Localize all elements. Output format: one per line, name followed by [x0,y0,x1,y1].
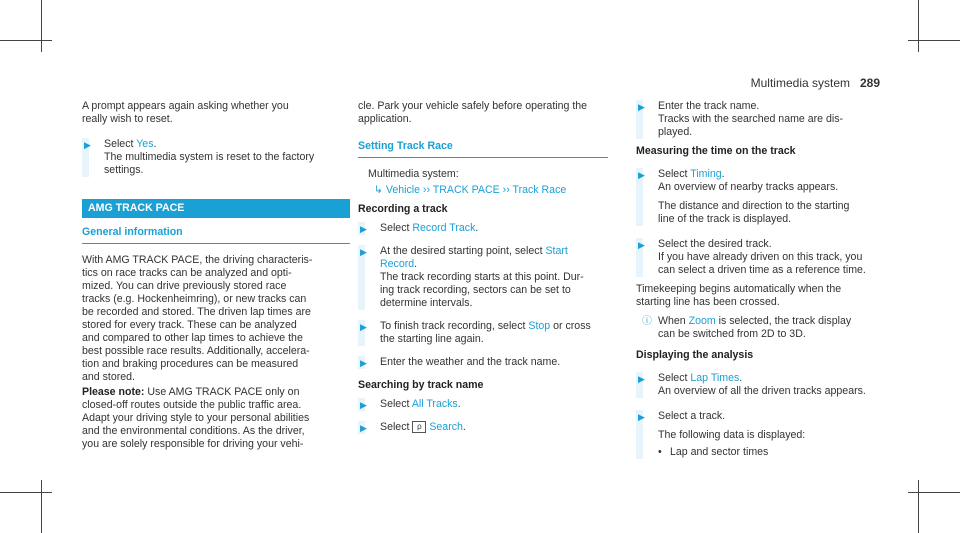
step-arrow-icon: ▶ [84,140,91,150]
please-note [82,386,350,451]
step-record-track [358,222,608,235]
crop-mark [41,480,42,533]
text-line: If you have already driven on this track, you [658,251,863,263]
text-line: line of the track is displayed. [658,213,792,225]
step-select-a-track [636,410,896,459]
step-arrow-icon: ▶ [360,322,367,332]
text-line: closed-off routes outside the public traffic area. [82,399,302,411]
text-line: The following data is displayed: [658,429,806,441]
ms-label: Multimedia system: [368,168,459,180]
text: Select [380,398,412,410]
text: Select [380,222,413,234]
crop-mark [41,0,42,52]
text-line: mized. You can drive previously stored race [82,280,287,292]
path-vehicle[interactable]: Vehicle [385,184,421,196]
text: Lap and sector times [670,446,769,458]
text-line: Enter the track name. [658,100,760,112]
step-enter-weather [358,356,608,369]
search-option[interactable]: Search [429,421,463,433]
text-line: Timekeeping begins automatically when the [636,283,842,295]
text: Select [658,372,691,384]
bullet-icon: • [658,446,662,458]
text: . [414,258,418,270]
text-line: and compared to other lap times to achieve the [82,332,303,344]
text: Select [104,138,137,150]
timekeeping-text [636,283,896,309]
stop-option[interactable]: Stop [528,320,551,332]
text-line: cle. Park your vehicle safely before operating the [358,100,588,112]
text-line: the starting line again. [380,333,484,345]
step-all-tracks [358,398,608,411]
subheading: Setting Track Race [358,140,608,158]
text-line: played. [658,126,693,138]
chevron-icon: ›› [502,184,510,196]
section-heading: AMG TRACK PACE [82,199,350,218]
all-tracks-option[interactable]: All Tracks [411,398,458,410]
text: Select [380,421,413,433]
crop-mark [0,40,52,41]
crop-mark [0,492,52,493]
text-line: tics on race tracks can be analyzed and opti- [82,267,292,279]
text: To finish track recording, select [380,320,529,332]
text-line: An overview of all the driven tracks appears. [658,385,866,397]
text-line: and stored. [82,371,136,383]
text-line: best possible race results. Additionally, accelera- [82,345,310,357]
column-3 [636,100,896,459]
menu-path [358,184,608,197]
text-line: Adapt your driving style to your personal abilities [82,412,310,424]
text-line: and the environmental conditions. As the driver, [82,425,305,437]
text: . [475,222,479,234]
text: . [153,138,157,150]
text: . [721,168,725,180]
text-line: The multimedia system is reset to the factory [104,151,315,163]
text: Select [658,168,691,180]
search-heading: Searching by track name [358,379,484,391]
text-line: tracks (e.g. Hockenheimring), or new tracks can [82,293,307,305]
text: When [658,315,689,327]
step-arrow-icon: ▶ [360,423,367,433]
text-line: With AMG TRACK PACE, the driving characteris- [82,254,313,266]
step-arrow-icon: ▶ [360,400,367,410]
text-line: really wish to reset. [82,113,173,125]
column-2 [358,100,608,434]
step-arrow-icon: ▶ [638,374,645,384]
step-arrow-icon: ▶ [360,358,367,368]
step-select-track [636,238,896,277]
text: is selected, the track display [715,315,852,327]
text-line: Select a track. [658,410,726,422]
text-line: tion and braking procedures can be measured [82,358,299,370]
measuring-heading: Measuring the time on the track [636,145,796,157]
subheading: General information [82,226,350,244]
step-arrow-icon: ▶ [638,412,645,422]
start-option[interactable]: Start [545,245,568,257]
step-stop [358,320,608,346]
recording-heading: Recording a track [358,203,448,215]
text-line: settings. [104,164,144,176]
crop-mark [918,0,919,52]
lap-times-option[interactable]: Lap Times [690,372,740,384]
step-select-yes [82,138,350,177]
header-title: Multimedia system [750,76,850,90]
chevron-icon: ›› [422,184,431,196]
text-line: The track recording starts at this point. Dur- [380,271,584,283]
text: Enter the weather and the track name. [380,356,561,368]
text: . [462,421,466,433]
text-line: Select the desired track. [658,238,772,250]
yes-option[interactable]: Yes [136,138,154,150]
path-track-pace[interactable]: TRACK PACE [432,184,500,196]
text-line: you are solely responsible for driving your vehi- [82,438,304,450]
crop-mark [918,480,919,533]
step-enter-track-name [636,100,896,139]
step-arrow-icon: ▶ [360,224,367,234]
page-number: 289 [859,76,880,90]
step-arrow-icon: ▶ [638,170,645,180]
record-option[interactable]: Record [380,258,415,270]
crop-mark [908,492,960,493]
record-track-option[interactable]: Record Track [412,222,476,234]
text-line: Tracks with the searched name are dis- [658,113,844,125]
column-1 [82,100,350,451]
text-line: stored for every track. These can be analyzed [82,319,297,331]
text: . [457,398,461,410]
step-start-record [358,245,608,310]
text-line: An overview of nearby tracks appears. [658,181,839,193]
text-line: application. [358,113,412,125]
analysis-heading: Displaying the analysis [636,349,754,361]
crop-mark [908,40,960,41]
list-item [658,446,896,459]
text-line: ing track recording, sectors can be set to [380,284,571,296]
text-line: The distance and direction to the starting [658,200,850,212]
text-line: can select a driven time as a reference time. [658,264,866,276]
general-info-text [82,254,350,384]
path-track-race[interactable]: Track Race [512,184,567,196]
note-label: Please note: [82,386,145,398]
intro-text [82,100,350,126]
step-timing [636,168,896,226]
text: Use AMG TRACK PACE only on [144,386,300,398]
step-search [358,421,608,434]
step-lap-times [636,372,896,398]
zoom-option[interactable]: Zoom [688,315,716,327]
text-line: starting line has been crossed. [636,296,780,308]
step-arrow-icon: ▶ [638,240,645,250]
text-line: be recorded and stored. The driven lap times are [82,306,311,318]
info-icon: ⓘ [642,316,652,327]
text-line: A prompt appears again asking whether you [82,100,289,112]
path-arrow-icon: ↳ [374,184,383,196]
text: . [739,372,743,384]
step-arrow-icon: ▶ [638,102,645,112]
text-line: can be switched from 2D to 3D. [658,328,806,340]
zoom-info [636,315,896,341]
timing-option[interactable]: Timing [690,168,722,180]
text: At the desired starting point, select [380,245,546,257]
search-icon[interactable]: ρ [412,421,426,433]
step-arrow-icon: ▶ [360,247,367,257]
text: or cross [550,320,591,332]
text-line: determine intervals. [380,297,473,309]
